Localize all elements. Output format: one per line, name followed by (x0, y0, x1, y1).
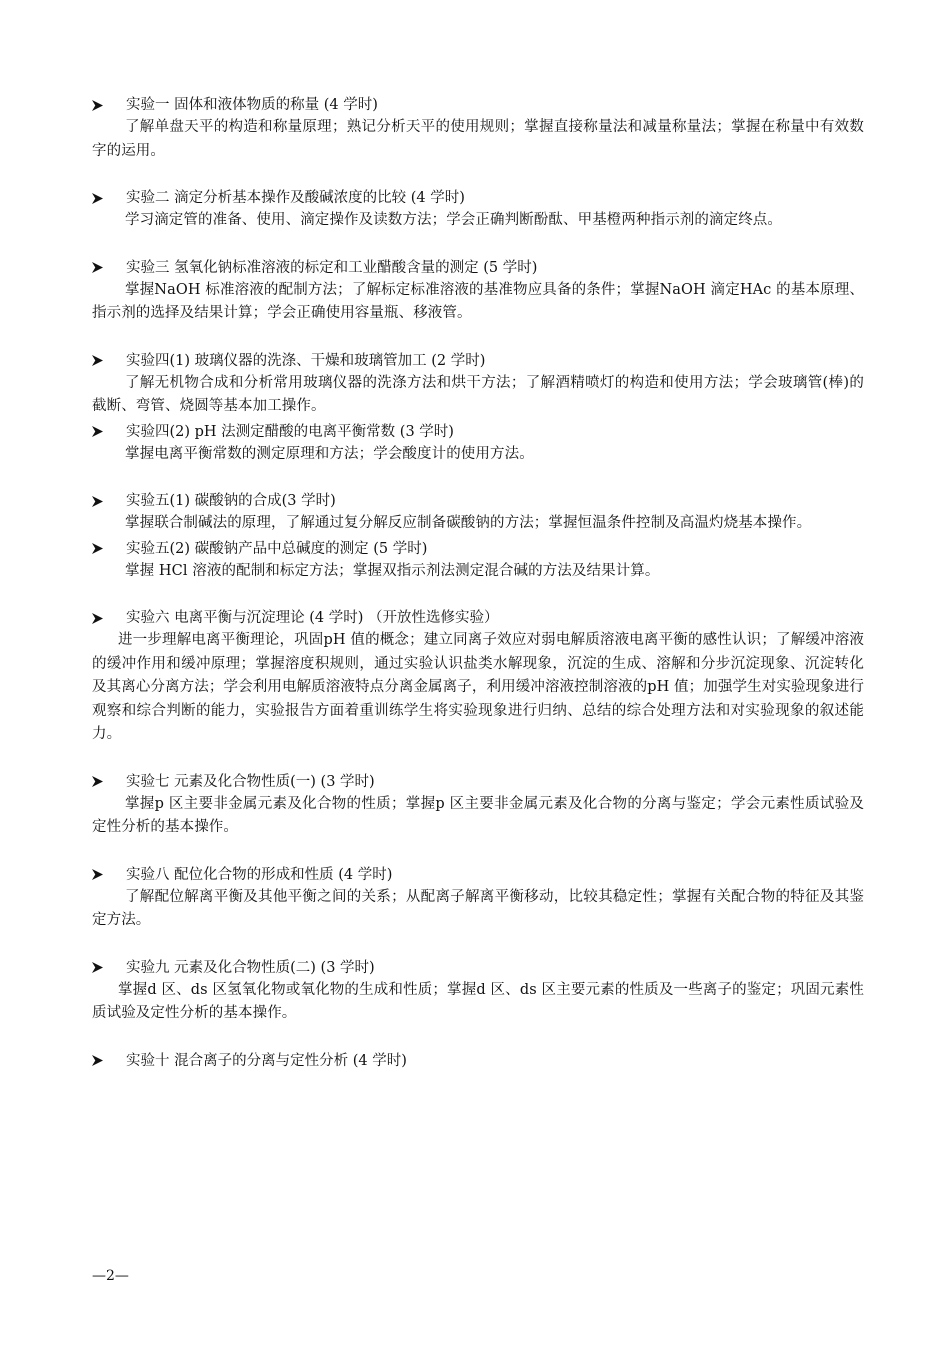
arrow-bullet-icon (92, 257, 106, 279)
heading-text: 实验五(1) 碳酸钠的合成(3 学时) (126, 493, 336, 509)
experiment-heading (92, 257, 864, 279)
experiment-5-1 (92, 490, 864, 536)
experiment-heading (92, 771, 864, 793)
experiment-heading (92, 957, 864, 979)
arrow-bullet-icon (92, 350, 106, 372)
experiment-description: 掌握NaOH 标准溶液的配制方法；了解标定标准溶液的基准物应具备的条件；掌握NaOH 滴定HAc 的基本原理、指示剂的选择及结果计算；学会正确使用容量瓶、移液管。 (92, 281, 864, 321)
experiment-4-2 (92, 421, 864, 467)
experiment-heading (92, 538, 864, 560)
arrow-bullet-icon (92, 94, 106, 116)
experiment-description: 了解单盘天平的构造和称量原理；熟记分析天平的使用规则；掌握直接称量法和减量称量法；掌握在称量中有效数字的运用。 (92, 119, 864, 159)
heading-text: 实验九 元素及化合物性质(二) (3 学时) (126, 959, 375, 976)
heading-text: 实验八 配位化合物的形成和性质 (4 学时) (126, 866, 393, 883)
heading-text: 实验四(1) 玻璃仪器的洗涤、干燥和玻璃管加工 (2 学时) (126, 352, 486, 369)
experiment-6 (92, 607, 864, 747)
heading-text: 实验六 电离平衡与沉淀理论 (4 学时) （开放性选修实验） (126, 610, 499, 626)
heading-text: 实验二 滴定分析基本操作及酸碱浓度的比较 (4 学时) (126, 190, 465, 206)
experiment-description: 了解配位解离平衡及其他平衡之间的关系；从配离子解离平衡移动，比较其稳定性；掌握有关配合物的特征及其鉴定方法。 (92, 888, 864, 928)
arrow-bullet-icon (92, 187, 106, 209)
arrow-bullet-icon (92, 421, 106, 443)
experiment-description: 掌握联合制碱法的原理，了解通过复分解反应制备碳酸钠的方法；掌握恒温条件控制及高温灼烧基本操作。 (125, 515, 812, 531)
experiment-heading (92, 864, 864, 886)
heading-text: 实验三 氢氧化钠标准溶液的标定和工业醋酸含量的测定 (5 学时) (126, 259, 538, 276)
arrow-bullet-icon (92, 538, 106, 560)
experiment-8 (92, 864, 864, 933)
heading-text: 实验一 固体和液体物质的称量 (4 学时) (126, 97, 378, 113)
experiment-heading (92, 421, 864, 443)
experiment-description: 了解无机物合成和分析常用玻璃仪器的洗涤方法和烘干方法；了解酒精喷灯的构造和使用方法；学会玻璃管(棒)的截断、弯管、烧圆等基本加工操作。 (92, 374, 864, 414)
experiment-heading (92, 490, 864, 512)
experiment-heading (92, 607, 864, 629)
experiment-heading (92, 350, 864, 372)
experiment-description: 掌握 HCl 溶液的配制和标定方法；掌握双指示剂法测定混合碱的方法及结果计算。 (125, 562, 660, 579)
heading-text: 实验十 混合离子的分离与定性分析 (4 学时) (126, 1052, 407, 1069)
experiment-7 (92, 771, 864, 840)
experiment-10 (92, 1050, 864, 1072)
experiment-5-2 (92, 538, 864, 584)
experiment-description: 掌握p 区主要非金属元素及化合物的性质；掌握p 区主要非金属元素及化合物的分离与鉴定；学会元素性质试验及定性分析的基本操作。 (92, 795, 864, 835)
arrow-bullet-icon (92, 1050, 106, 1072)
arrow-bullet-icon (92, 607, 106, 629)
page-number: —2— (92, 1268, 129, 1284)
experiment-4-1 (92, 350, 864, 419)
experiment-description: 学习滴定管的准备、使用、滴定操作及读数方法；学会正确判断酚酞、甲基橙两种指示剂的滴定终点。 (125, 212, 782, 228)
experiment-2 (92, 187, 864, 233)
experiment-description: 进一步理解电离平衡理论，巩固pH 值的概念；建立同离子效应对弱电解质溶液电离平衡的感性认识；了解缓冲溶液的缓冲作用和缓冲原理；掌握溶度积规则，通过实验认识盐类水解现象，沉淀的生成、溶解和分步沉淀现象、沉淀转化及其离心分离方法；学会利用电解质溶液特点分离金属离子，利用缓冲溶液控制溶液的pH 值；加强学生对实验现象进行观察和综合判断的能力，实验报告方面着重训练学生将实验现象进行归纳、总结的综合处理方法和对实验现象的叙述能力。 (92, 632, 864, 742)
experiment-9 (92, 957, 864, 1026)
experiment-heading (92, 1050, 864, 1072)
experiment-heading (92, 94, 864, 116)
heading-text: 实验七 元素及化合物性质(一) (3 学时) (126, 773, 375, 790)
arrow-bullet-icon (92, 957, 106, 979)
experiment-heading (92, 187, 864, 209)
heading-text: 实验五(2) 碳酸钠产品中总碱度的测定 (5 学时) (126, 540, 428, 557)
experiment-description: 掌握电离平衡常数的测定原理和方法；学会酸度计的使用方法。 (125, 445, 534, 462)
arrow-bullet-icon (92, 771, 106, 793)
experiment-description: 掌握d 区、ds 区氢氧化物或氧化物的生成和性质；掌握d 区、ds 区主要元素的性质及一些离子的鉴定；巩固元素性质试验及定性分析的基本操作。 (92, 981, 864, 1021)
experiment-1 (92, 94, 864, 163)
heading-text: 实验四(2) pH 法测定醋酸的电离平衡常数 (3 学时) (126, 423, 454, 440)
document-body (92, 94, 864, 1072)
arrow-bullet-icon (92, 864, 106, 886)
arrow-bullet-icon (92, 490, 106, 512)
experiment-3 (92, 257, 864, 326)
